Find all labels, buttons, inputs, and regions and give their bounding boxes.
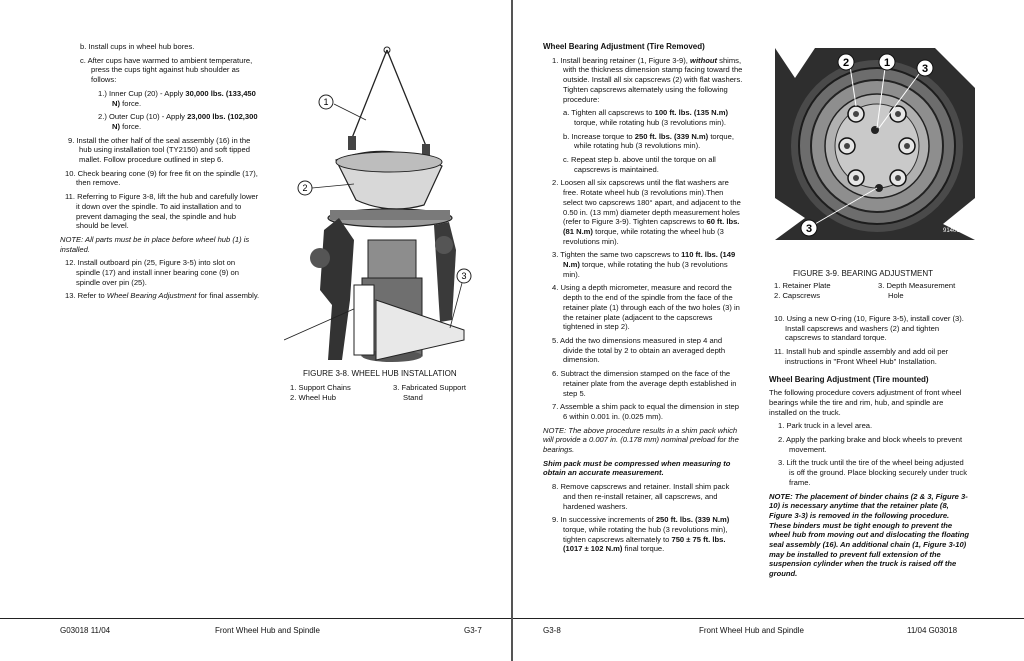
- wheel-hub-installation-figure: [284, 40, 494, 370]
- right-column-2: [769, 314, 969, 579]
- fig9-callout-1-label: 1: [883, 57, 891, 69]
- legend-hole: Hole: [888, 291, 904, 300]
- inner-cup-step: 1.) Inner Cup (20) - Apply 30,000 lbs. (133,450 N) force.: [98, 88, 256, 108]
- note-binder-chains: NOTE: The placement of binder chains (2 & 3, Figure 3-10) is necessary anytime that the retainer plate (8, Figure 3-3) is removed in the following procedure. These binders must be tight enough to prevent the wheel hub from moving out and dislocating the floating seal assembly (16). An additional chain (1, Figure 3-10) may be installed to prevent full extension of the suspension cylinder when the truck is raised off the ground.: [769, 491, 969, 579]
- fig9-callout-2-label: 2: [842, 57, 850, 69]
- rstep-2: 2. Loosen all six capscrews until the flat washers are free. Rotate wheel hub (3 revolutions min).Then select two capscrews 180° apart, and adjacent to the 0.50 in. (13 mm) diameter depth measurement holes (refer to Figure 3-9). Tighten capscrews to 60 ft. lbs. (81 N.m) torque, while rotating the wheel hub (3 revolutions min).: [552, 178, 741, 246]
- fig9-callout-3-top-label: 3: [921, 63, 929, 75]
- callout-3-label: 3: [461, 271, 467, 281]
- rstep-8: 8. Remove capscrews and retainer. Install shim pack and then re-install retainer, all capscrews, and hardened washers.: [552, 482, 730, 511]
- legend-depth-measurement: 3. Depth Measurement: [878, 281, 956, 290]
- intro-tire-mounted: The following procedure covers adjustment of front wheel bearings while the tire and rim, hub, and spindle are installed on the truck.: [769, 388, 962, 417]
- rstep-11: 11. Install hub and spindle assembly and add oil per instructions in "Front Wheel Hub" Installation.: [774, 347, 949, 366]
- note-parts: NOTE: All parts must be in place before wheel hub (1) is installed.: [60, 234, 250, 254]
- callout-1-label: 1: [323, 97, 329, 107]
- rstep-1: 1. Install bearing retainer (1, Figure 3-9), without shims, with the thickness dimension stamp facing toward the outside. Install all six capscrews (2) with flat washers. Tighten capscrews alternately using the following procedure:: [552, 55, 743, 104]
- rstep-3: 3. Tighten the same two capscrews to 110 ft. lbs. (149 N.m) torque, while rotating the hub (3 revolutions min).: [552, 250, 736, 279]
- heading-tire-mounted: Wheel Bearing Adjustment (Tire mounted): [769, 374, 929, 384]
- figure-3-8-legend: [290, 383, 490, 405]
- rstep-9: 9. In successive increments of 250 ft. lbs. (339 N.m) torque, while rotating the hub (3 revolutions min), tighten capscrews alternately to 750 ± 75 ft. lbs. (1017 ± 102 N.m) final torque.: [552, 515, 730, 554]
- step-12: 12. Install outboard pin (25, Figure 3-5) into slot on spindle (17) and install inner bearing cone (9) on spindle over pin (25).: [65, 258, 239, 287]
- bearing-adjustment-figure: [775, 48, 975, 240]
- legend-capscrews: 2. Capscrews: [774, 291, 821, 300]
- mstep-2: 2. Apply the parking brake and block wheels to prevent movement.: [778, 435, 963, 454]
- figure-3-9-caption: FIGURE 3-9. BEARING ADJUSTMENT: [793, 269, 934, 278]
- legend-fabricated-support: 3. Fabricated Support: [393, 383, 467, 392]
- step-10: 10. Check bearing cone (9) for free fit on the spindle (17), then remove.: [65, 168, 258, 188]
- step-11: 11. Referring to Figure 3-8, lift the hub and carefully lower it down over the spindle. To aid installation and to prevent damaging the seal, the spindle and hub should be level.: [65, 192, 259, 231]
- figure-3-8-caption: FIGURE 3-8. WHEEL HUB INSTALLATION: [303, 369, 457, 378]
- step-c: c. After cups have warmed to ambient temperature, press the cups tight against hub shoulder as follows:: [80, 55, 253, 85]
- rstep-5: 5. Add the two dimensions measured in step 4 and divide the total by 2 to obtain an averaged depth dimension.: [552, 335, 726, 365]
- footer-page-number: G3-8: [543, 626, 561, 635]
- note-shim-preload: NOTE: The above procedure results in a shim pack which will provide a 0.007 in. (0.178 mm) nominal preload for the bearings.: [543, 425, 739, 455]
- footer-title: Front Wheel Hub and Spindle: [215, 626, 320, 635]
- left-page: [0, 0, 511, 661]
- step-9: 9. Install the other half of the seal assembly (16) in the hub using installation tool (TY2150) and soft tipped mallet. Follow procedure outlined in step 6.: [68, 135, 251, 165]
- rstep-4: 4. Using a depth micrometer, measure and record the depth to the end of the spindle from the face of the retainer plate (1) through each of the two holes (3) in the retainer plate (adjacent to the capscrews tightened in step 2).: [552, 283, 740, 332]
- substep-a: a. Tighten all capscrews to 100 ft. lbs. (135 N.m) torque, while rotating hub (3 revolutions min).: [563, 108, 729, 127]
- fig9-callout-3-bottom-label: 3: [805, 223, 813, 235]
- left-text-column: [60, 42, 260, 301]
- footer-doc-id: G03018 11/04: [60, 626, 111, 635]
- figure-3-9-legend: [774, 281, 974, 303]
- legend-retainer-plate: 1. Retainer Plate: [774, 281, 831, 290]
- heading-tire-removed: Wheel Bearing Adjustment (Tire Removed): [543, 42, 705, 51]
- rstep-6: 6. Subtract the dimension stamped on the face of the retainer plate from the average depth established in step 5.: [552, 369, 737, 398]
- figure-ref-number: 91401: [943, 228, 960, 234]
- outer-cup-step: 2.) Outer Cup (10) - Apply 23,000 lbs. (102,300 N) force.: [98, 112, 258, 131]
- right-page: [513, 0, 1024, 661]
- legend-wheel-hub: 2. Wheel Hub: [290, 393, 337, 402]
- substep-b: b. Increase torque to 250 ft. lbs. (339 N.m) torque, while rotating hub (3 revolutions min).: [563, 131, 734, 151]
- rstep-7: 7. Assemble a shim pack to equal the dimension in step 6 within 0.001 in. (0.025 mm).: [552, 402, 739, 421]
- right-column-1: [543, 42, 743, 554]
- note-shim-compressed: Shim pack must be compressed when measuring to obtain an accurate measurement.: [543, 458, 731, 478]
- step-b: b. Install cups in wheel hub bores.: [80, 42, 195, 51]
- callout-2-label: 2: [302, 183, 308, 193]
- footer-rule: [0, 618, 511, 619]
- legend-support-chains: 1. Support Chains: [290, 383, 351, 392]
- footer-page-number: G3-7: [464, 626, 482, 635]
- footer-doc-id: 11/04 G03018: [907, 626, 958, 635]
- legend-stand: Stand: [403, 393, 423, 402]
- rstep-10: 10. Using a new O-ring (10, Figure 3-5), install cover (3). Install capscrews and washers (2) and tighten capscrews to standard torque.: [774, 314, 964, 343]
- step-13: 13. Refer to Wheel Bearing Adjustment for final assembly.: [65, 291, 260, 301]
- footer-rule: [513, 618, 1024, 619]
- substep-c: c. Repeat step b. above until the torque on all capscrews is maintained.: [563, 155, 716, 174]
- mstep-3: 3. Lift the truck until the tire of the wheel being adjusted is off the ground. Place blocking securely under truck frame.: [778, 458, 967, 487]
- mstep-1: 1. Park truck in a level area.: [778, 421, 873, 431]
- footer-title: Front Wheel Hub and Spindle: [699, 626, 804, 635]
